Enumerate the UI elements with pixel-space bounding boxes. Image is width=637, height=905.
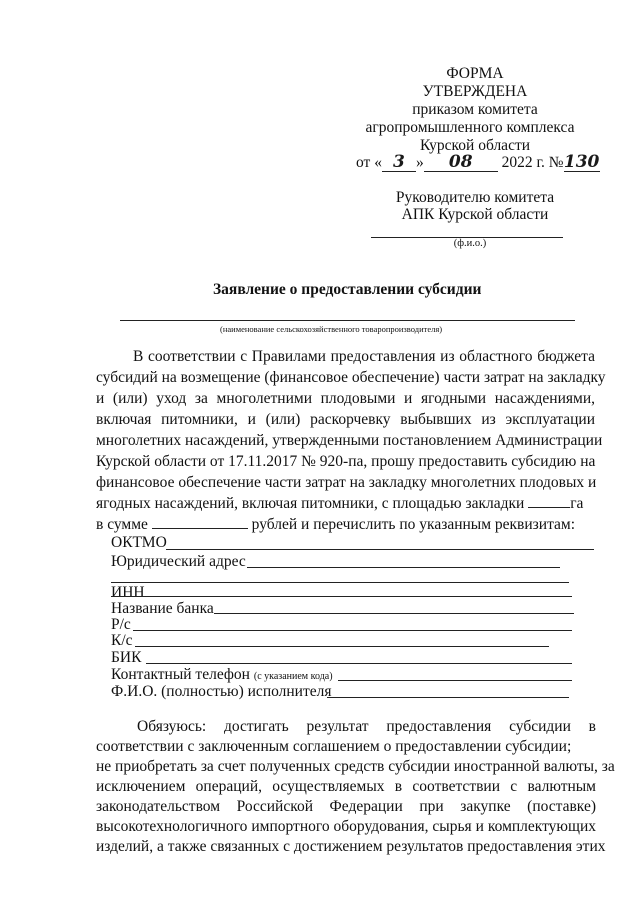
sum-suffix: рублей и перечислить по указанным реквизитам: (251, 516, 576, 533)
body-line-5: многолетних насаждений, утвержденными постановлением Администрации (96, 432, 603, 449)
obligation-line-4: исключением операций, осуществляемых в соответствии с валютным (96, 778, 596, 795)
obligation-line-5: законодательством Российской Федерации при закупке (поставке) (96, 798, 596, 815)
obligation-line-2: соответствии с заключенным соглашением о предоставлении субсидии; (96, 738, 572, 755)
rs-label: Р/с (111, 616, 131, 633)
inn-label: ИНН (111, 584, 145, 601)
sum-blank (152, 515, 248, 529)
date-prefix: от « (356, 154, 382, 171)
obligation-line-1: Обязуюсь: достигать результат предоставления субсидии в (137, 718, 596, 735)
form-label: ФОРМА (446, 65, 504, 82)
executor-label: Ф.И.О. (полностью) исполнителя (111, 683, 332, 700)
obligation-line-7: изделий, а также связанных с достижением результатов предоставления этих (96, 838, 606, 855)
address-label: Юридический адрес (111, 553, 246, 570)
addressee-line-1: Руководителю комитета (395, 189, 555, 206)
order-number-field (564, 152, 600, 173)
area-unit: га (570, 495, 584, 512)
obligation-line-3: не приобретать за счет полученных средств субсидии иностранной валюты, за (96, 758, 615, 775)
bik-label: БИК (111, 649, 142, 666)
body-line-4: включая питомники, и (или) раскорчевку выбывших из эксплуатации (96, 411, 595, 428)
area-blank (528, 494, 570, 508)
date-day: 3 (393, 152, 405, 172)
committee-label: агропромышленного комплекса (365, 119, 575, 136)
bank-label: Название банка (111, 600, 214, 617)
oktmo-label: ОКТМО (111, 534, 167, 551)
phone-line (338, 680, 572, 681)
document-title: Заявление о предоставлении субсидии (213, 281, 482, 298)
fio-caption: (ф.и.о.) (453, 238, 487, 249)
phone-note: (с указанием кода) (253, 671, 333, 682)
region-label: Курской области (419, 137, 531, 154)
order-label: приказом комитета (412, 101, 538, 118)
executor-line (327, 697, 569, 698)
date-year: 2022 г. № (501, 154, 564, 171)
bank-line (214, 613, 574, 614)
ks-label: К/с (111, 632, 133, 649)
producer-name-line (120, 320, 575, 321)
date-day-field (382, 152, 416, 173)
date-month: 08 (448, 152, 473, 172)
producer-caption: (наименование сельскохозяйственного товаропроизводителя) (220, 324, 443, 334)
bik-line (146, 663, 572, 664)
body-line-2: субсидий на возмещение (финансовое обеспечение) части затрат на закладку (96, 369, 606, 386)
body-line-3: и (или) уход за многолетними плодовыми и ягодными насаждениями, (96, 390, 595, 407)
inn-line (111, 596, 572, 597)
approved-label: УТВЕРЖДЕНА (422, 83, 528, 100)
sum-line (96, 515, 575, 535)
address-line-2 (111, 582, 569, 583)
oktmo-line (166, 549, 594, 550)
date-mid: » (415, 154, 424, 171)
area-text: ягодных насаждений, включая питомники, с площадью закладки (96, 495, 525, 512)
order-number: 130 (563, 152, 600, 172)
area-line (96, 494, 583, 514)
date-month-field (424, 152, 498, 173)
sum-prefix: в сумме (96, 516, 148, 533)
body-line-7: финансовое обеспечение части затрат на закладку многолетних плодовых и (96, 474, 597, 491)
phone-label: Контактный телефон (111, 666, 250, 683)
phone-row (111, 666, 333, 684)
addressee-line-2: АПК Курской области (401, 206, 549, 223)
address-line (247, 567, 560, 568)
ks-line (135, 646, 549, 647)
obligation-line-6: высокотехнологичного импортного оборудования, сырья и комплектующих (96, 818, 596, 835)
approval-date (356, 152, 600, 173)
body-line-1: В соответствии с Правилами предоставления из областного бюджета (133, 348, 595, 365)
body-line-6: Курской области от 17.11.2017 № 920-па, прошу предоставить субсидию на (96, 453, 596, 470)
rs-line (133, 630, 572, 631)
